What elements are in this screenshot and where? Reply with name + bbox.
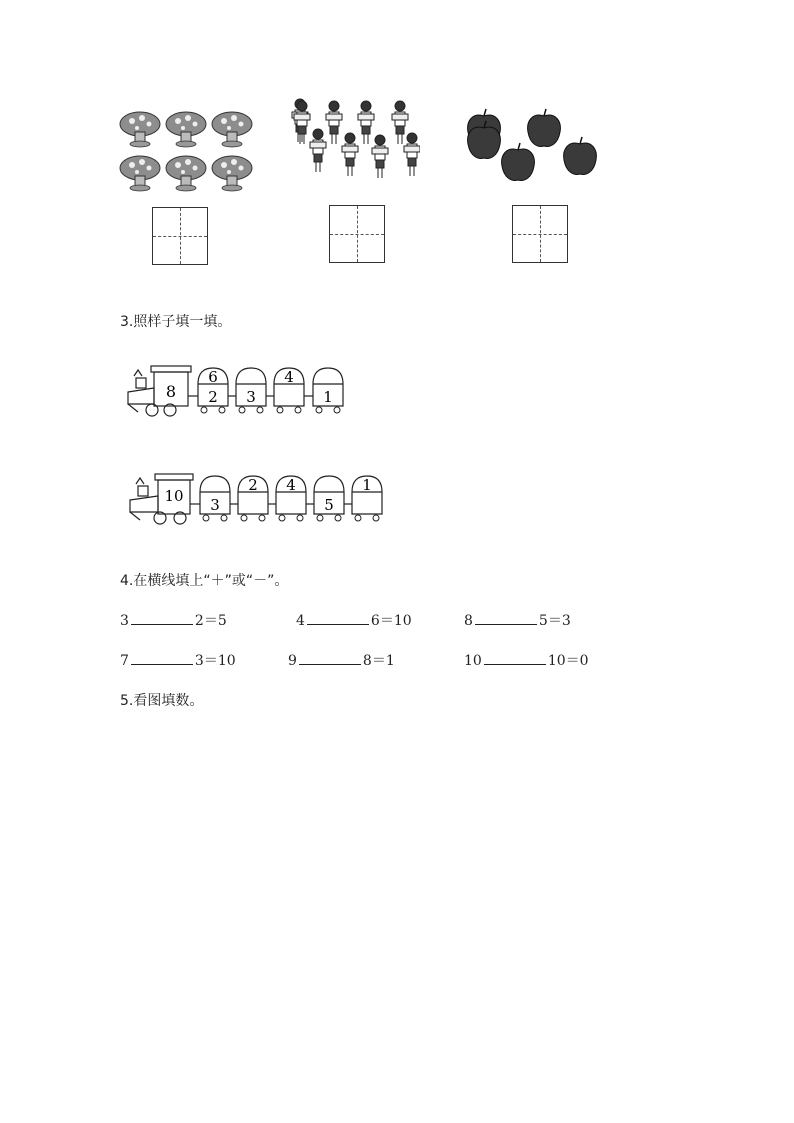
apples-picture [466,108,606,188]
train1-car3-top: 4 [284,368,294,386]
equation-5-left: 9 [288,653,297,669]
equation-3-right: 5＝3 [538,613,571,629]
equation-2-left: 4 [296,613,305,629]
equation-4-right: 3＝10 [194,653,236,669]
equation-5-right: 8＝1 [362,653,395,669]
equation-2-right: 6＝10 [370,613,412,629]
equation-5-blank[interactable] [299,650,361,665]
train2-car5-top: 1 [362,476,372,494]
children-picture [290,98,420,192]
equation-6-right: 10＝0 [547,653,589,669]
equation-6-blank[interactable] [484,650,546,665]
equation-3-left: 8 [464,613,473,629]
equation-1-left: 3 [120,613,129,629]
question-5-title: 5.看图填数。 [120,693,204,709]
mushrooms-picture [118,104,258,200]
equation-1-right: 2＝5 [194,613,227,629]
equation-6-left: 10 [464,653,482,669]
equation-4-left: 7 [120,653,129,669]
train2-engine-number: 10 [164,487,184,505]
train1-car2-bottom: 3 [246,388,256,406]
train1-car1-top: 6 [208,368,218,386]
train2-car2-top: 2 [248,476,258,494]
answer-box-apples[interactable] [512,205,568,263]
train-example [124,362,364,422]
train1-car1-bottom: 2 [208,388,218,406]
answer-box-children[interactable] [329,205,385,263]
equation-4 [120,650,236,670]
train1-car4-bottom: 1 [323,388,333,406]
train2-car4-bottom: 5 [324,496,334,514]
equation-2-blank[interactable] [307,610,369,625]
equation-4-blank[interactable] [131,650,193,665]
train1-engine-number: 8 [165,382,177,401]
equation-5 [288,650,395,670]
train-exercise [124,470,394,530]
question-3-title: 3.照样子填一填。 [120,314,232,330]
equation-3 [464,610,571,630]
equation-2 [296,610,412,630]
answer-box-mushrooms[interactable] [152,207,208,265]
train2-car3-top: 4 [286,476,296,494]
equation-3-blank[interactable] [475,610,537,625]
equation-1-blank[interactable] [131,610,193,625]
equation-1 [120,610,227,630]
question-4-title: 4.在横线填上“＋”或“－”。 [120,573,289,589]
equation-6 [464,650,589,670]
train2-car1-bottom: 3 [210,496,220,514]
